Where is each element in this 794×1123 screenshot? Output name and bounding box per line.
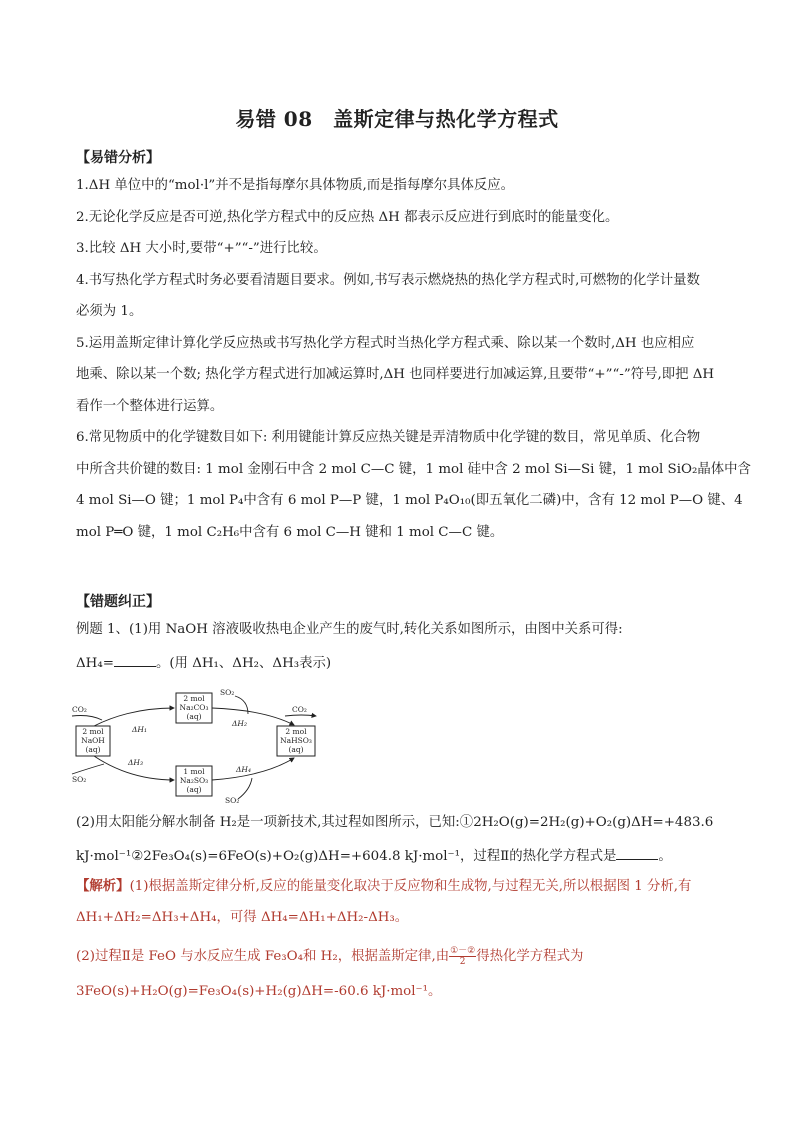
so2-bottom-label: SO₂ [225,796,240,804]
answer-line4: 3FeO(s)+H₂O(g)=Fe₃O₄(s)+H₂(g)ΔH=-60.6 kJ·mol⁻¹。 [76,984,442,999]
naoh-state: (aq) [85,745,101,754]
arrow-co2-out [285,715,316,716]
analysis-item-6-cont2: 4 mol Si—O 键；1 mol P₄中含有 6 mol P—P 键，1 mol P₄O₁₀(即五氧化二磷)中，含有 12 mol P—O 键、4 [76,493,743,508]
answer-text3b: 得热化学方程式为 [476,949,584,964]
analysis-item-6-cont1: 中所含共价键的数目: 1 mol 金刚石中含 2 mol C—C 键，1 mol 硅中含 2 mol Si—Si 键，1 mol SiO₂晶体中含 [76,462,751,477]
analysis-item-1: 1.ΔH 单位中的“mol·l”并不是指每摩尔具体物质,而是指每摩尔具体反应。 [76,178,515,193]
part2-line2 [76,847,672,865]
dh4-label: ΔH₄= [76,656,114,671]
analysis-item-4-cont: 必须为 1。 [76,304,143,319]
naoh-amount: 2 mol [82,727,104,736]
analysis-item-2: 2.无论化学反应是否可逆,热化学方程式中的反应热 ΔH 都表示反应进行到底时的能量变化。 [76,210,619,225]
so2-left-label: SO₂ [72,775,87,784]
dh2-label: ΔH₂ [232,719,247,728]
example-question: 例题 1、(1)用 NaOH 溶液吸收热电企业产生的废气时,转化关系如图所示，由图中关系可得: [76,622,623,637]
analysis-item-6: 6.常见物质中的化学键数目如下: 利用键能计算反应热关键是弄清物质中化学键的数目，常见单质、化合物 [76,430,701,445]
answer-line1 [76,878,691,895]
nahso3-formula: NaHSO₃ [280,736,312,745]
arrow-dh4 [212,758,294,780]
example-question-blank-line [76,654,331,672]
dh1-label: ΔH₁ [132,725,147,734]
fraction-denominator: 2 [459,957,466,967]
dh3-label: ΔH₃ [128,758,143,767]
answer-text1: (1)根据盖斯定律分析,反应的能量变化取决于反应物和生成物,与过程无关,所以根据图 1 分析,有 [129,879,692,894]
na2so3-formula: Na₂SO₃ [179,776,209,785]
page-title: 易错 08 盖斯定律与热化学方程式 [235,107,559,131]
naoh-formula: NaOH [81,736,105,745]
co2-in-label: CO₂ [72,705,87,714]
analysis-item-5-cont2: 看作一个整体进行运算。 [76,399,224,414]
arrow-dh1 [94,708,174,726]
answer-line2: ΔH₁+ΔH₂=ΔH₃+ΔH₄，可得 ΔH₄=ΔH₁+ΔH₂-ΔH₃。 [76,910,409,925]
reaction-diagram [70,688,330,804]
so2-top-label: SO₂ [220,688,235,697]
analysis-item-5-cont1: 地乘、除以某一个数; 热化学方程式进行加减运算时,ΔH 也同样要进行加减运算,且要带“+”“-”符号,即把 ΔH [76,367,715,382]
arrow-so2-left [72,764,104,774]
na2co3-formula: Na₂CO₃ [179,703,209,712]
analysis-label: 【解析】 [76,878,130,894]
na2so3-state: (aq) [186,785,202,794]
answer-blank-2 [616,847,658,860]
section-heading-analysis: 【易错分析】 [76,150,160,166]
part2-end: 。 [658,849,672,864]
nahso3-amount: 2 mol [285,727,307,736]
nahso3-state: (aq) [288,745,304,754]
answer-text3a: (2)过程Ⅱ是 FeO 与水反应生成 Fe₃O₄和 H₂，根据盖斯定律,由 [76,949,450,964]
dh4-hint: 。(用 ΔH₁、ΔH₂、ΔH₃表示) [155,656,332,671]
arrow-dh2 [212,708,294,725]
fraction-numerator: ①－② [450,946,476,956]
part2-eq2: kJ·mol⁻¹②2Fe₃O₄(s)=6FeO(s)+O₂(g)ΔH=+604.8 kJ·mol⁻¹，过程Ⅱ的热化学方程式是 [76,849,617,864]
na2so3-amount: 1 mol [183,767,205,776]
na2co3-state: (aq) [186,712,202,721]
dh4-diagram-label: ΔH₄ [236,765,251,774]
analysis-item-3: 3.比较 ΔH 大小时,要带“+”“-”进行比较。 [76,241,327,256]
section-heading-correction: 【错题纠正】 [76,594,160,610]
answer-blank [114,654,156,667]
arrow-co2-in [72,716,102,721]
fraction [449,946,476,967]
na2co3-amount: 2 mol [183,694,205,703]
analysis-item-4: 4.书写热化学方程式时务必要看清题目要求。例如,书写表示燃烧热的热化学方程式时,可燃物的化学计量数 [76,273,700,288]
answer-line3 [76,946,583,967]
analysis-item-5: 5.运用盖斯定律计算化学反应热或书写热化学方程式时当热化学方程式乘、除以某一个数时,ΔH 也应相应 [76,336,695,351]
arrow-so2-bottom [238,778,252,799]
part2-line1: (2)用太阳能分解水制备 H₂是一项新技术,其过程如图所示，已知:①2H₂O(g)=2H₂(g)+O₂(g)ΔH=+483.6 [76,815,714,830]
analysis-item-6-cont3: mol P═O 键，1 mol C₂H₆中含有 6 mol C—H 键和 1 mol C—C 键。 [76,525,504,540]
co2-out-label: CO₂ [292,705,307,714]
